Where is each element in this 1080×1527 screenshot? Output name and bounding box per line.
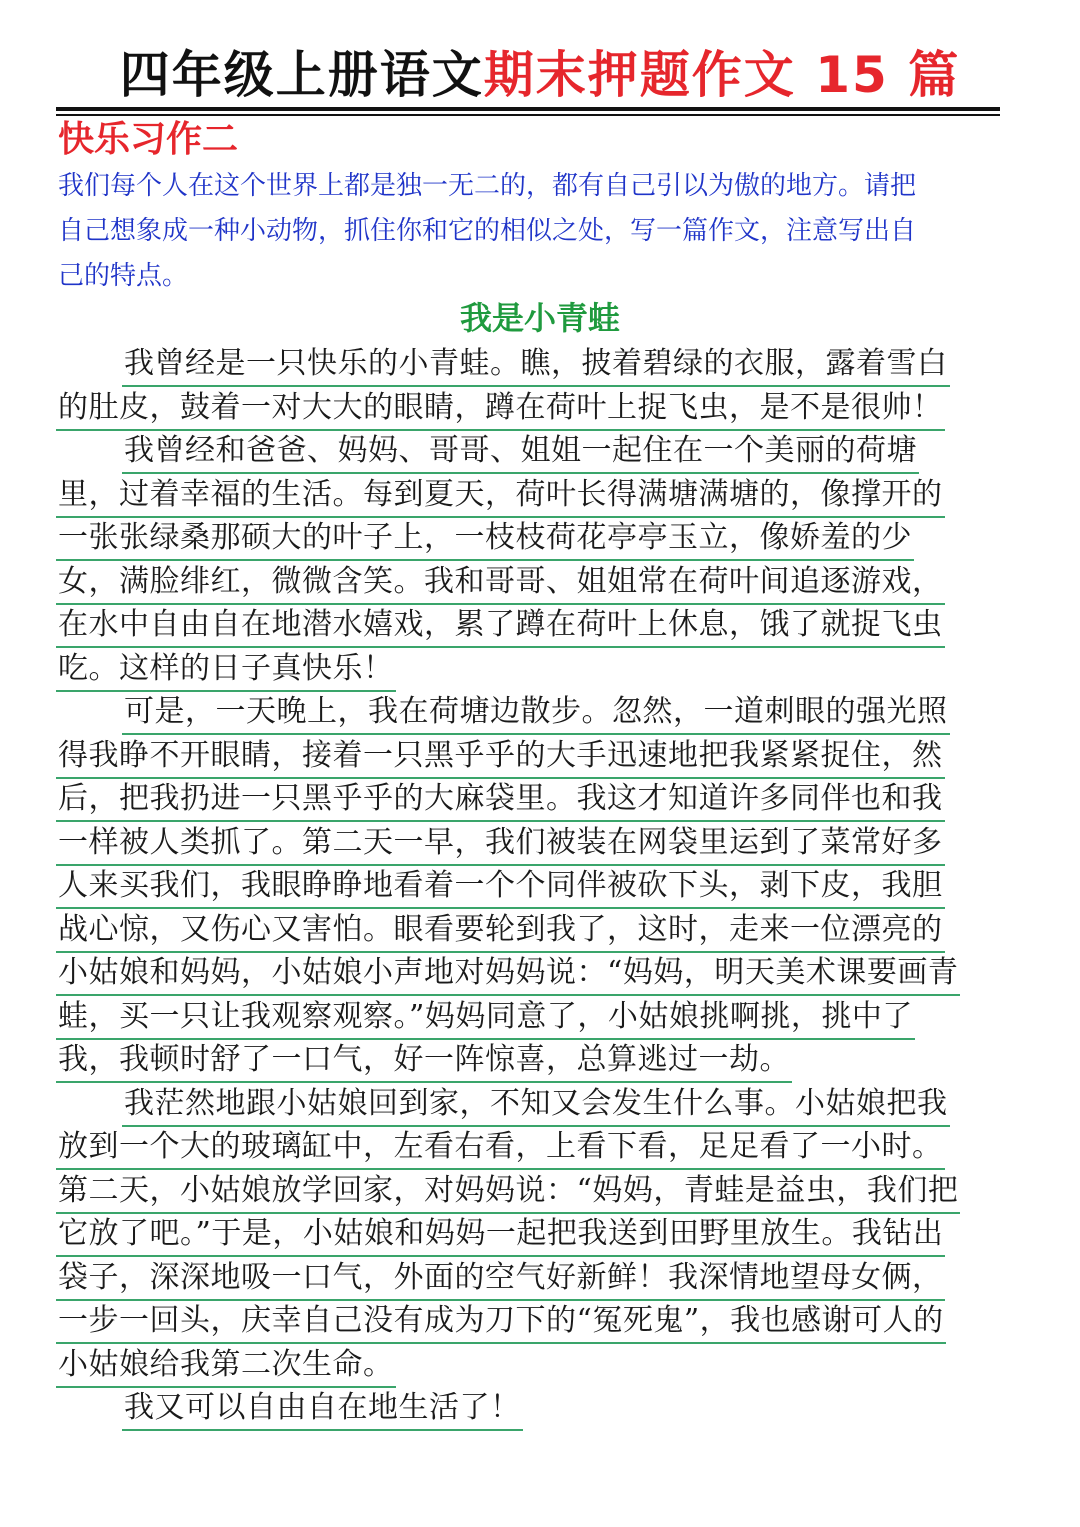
title-rule-thin: [56, 114, 1000, 116]
essay-line-text: 我又可以自由自在地生活了！: [124, 1387, 521, 1429]
essay-line: [58, 343, 1022, 387]
essay-line: [58, 865, 1022, 909]
essay-line: [58, 952, 1022, 996]
essay-line-text: 的肚皮，鼓着一对大大的眼睛，蹲在荷叶上捉飞虫，是不是很帅！: [58, 387, 943, 429]
essay-line-text: 第二天，小姑娘放学回家，对妈妈说：“妈妈，青蛙是益虫，我们把: [58, 1170, 958, 1212]
essay-line-text: 人来买我们，我眼睁睁地看着一个个同伴被砍下头，剥下皮，我胆: [58, 865, 943, 907]
essay-line-text: 一样被人类抓了。第二天一早，我们被装在网袋里运到了菜常好多: [58, 822, 943, 864]
essay-line: [58, 474, 1022, 518]
essay-line-text: 后，把我扔进一只黑乎乎的大麻袋里。我这才知道许多同伴也和我: [58, 778, 943, 820]
prompt-line: 己的特点。: [58, 261, 189, 291]
section-title: 快乐习作二: [58, 119, 239, 160]
essay-line: [58, 909, 1022, 953]
page-title-black: 四年级上册语文: [119, 46, 484, 104]
essay-line: [58, 1300, 1022, 1344]
essay-line-text: 一张张绿桑那硕大的叶子上，一枝枝荷花亭亭玉立，像娇羞的少: [58, 517, 912, 559]
essay-line: [58, 1257, 1022, 1301]
essay-line: [58, 604, 1022, 648]
essay-line: [58, 822, 1022, 866]
essay-line-text: 在水中自由自在地潜水嬉戏，累了蹲在荷叶上休息，饿了就捉飞虫: [58, 604, 943, 646]
page-title: [0, 44, 1080, 106]
essay-line-text: 它放了吧。”于是，小姑娘和妈妈一起把我送到田野里放生。我钻出: [58, 1213, 943, 1255]
essay-line: [58, 1213, 1022, 1257]
prompt-line: 我们每个人在这个世界上都是独一无二的，都有自己引以为傲的地方。请把: [58, 171, 917, 201]
essay-body: [58, 343, 1022, 1431]
essay-line: [58, 561, 1022, 605]
essay-line: [58, 735, 1022, 779]
essay-line: [58, 517, 1022, 561]
essay-line-text: 蛙，买一只让我观察观察。”妈妈同意了，小姑娘挑啊挑，挑中了: [58, 996, 913, 1038]
essay-line: [58, 996, 1022, 1040]
essay-line-text: 可是，一天晚上，我在荷塘边散步。忽然，一道刺眼的强光照: [124, 691, 948, 733]
page-title-red: 期末押题作文 15 篇: [483, 46, 961, 104]
essay-line-text: 战心惊，又伤心又害怕。眼看要轮到我了，这时，走来一位漂亮的: [58, 909, 943, 951]
title-rule-thick: [56, 107, 1000, 111]
essay-line-text: 得我睁不开眼睛，接着一只黑乎乎的大手迅速地把我紧紧捉住，然: [58, 735, 943, 777]
essay-line-text: 我曾经是一只快乐的小青蛙。瞧，披着碧绿的衣服，露着雪白: [124, 343, 948, 385]
essay-line-text: 里，过着幸福的生活。每到夏天，荷叶长得满塘满塘的，像撑开的: [58, 474, 943, 516]
essay-line-text: 小姑娘给我第二次生命。: [58, 1344, 394, 1386]
essay-line: [58, 1126, 1022, 1170]
essay-line-text: 我茫然地跟小姑娘回到家，不知又会发生什么事。小姑娘把我: [124, 1083, 948, 1125]
essay-line: [58, 1083, 1022, 1127]
essay-line-text: 我，我顿时舒了一口气，好一阵惊喜，总算逃过一劫。: [58, 1039, 790, 1081]
essay-line-text: 一步一回头，庆幸自己没有成为刀下的“冤死鬼”，我也感谢可人的: [58, 1300, 944, 1342]
essay-line: [58, 1344, 1022, 1388]
essay-line-text: 我曾经和爸爸、妈妈、哥哥、姐姐一起住在一个美丽的荷塘: [124, 430, 917, 472]
essay-line: [58, 1387, 1022, 1431]
essay-line: [58, 691, 1022, 735]
essay-line: [58, 778, 1022, 822]
essay-line: [58, 648, 1022, 692]
essay-line: [58, 1039, 1022, 1083]
essay-line-text: 女，满脸绯红，微微含笑。我和哥哥、姐姐常在荷叶间追逐游戏，: [58, 561, 943, 603]
prompt-line: 自己想象成一种小动物，抓住你和它的相似之处，写一篇作文，注意写出自: [58, 216, 917, 246]
essay-line-text: 袋子，深深地吸一口气，外面的空气好新鲜！我深情地望母女俩，: [58, 1257, 943, 1299]
essay-line: [58, 1170, 1022, 1214]
essay-line-text: 小姑娘和妈妈，小姑娘小声地对妈妈说：“妈妈，明天美术课要画青: [58, 952, 958, 994]
writing-prompt: [58, 164, 1018, 299]
essay-line-text: 放到一个大的玻璃缸中，左看右看，上看下看，足足看了一小时。: [58, 1126, 943, 1168]
essay-line: [58, 387, 1022, 431]
essay-line: [58, 430, 1022, 474]
essay-title: 我是小青蛙: [459, 299, 620, 337]
essay-line-text: 吃。这样的日子真快乐！: [58, 648, 394, 690]
